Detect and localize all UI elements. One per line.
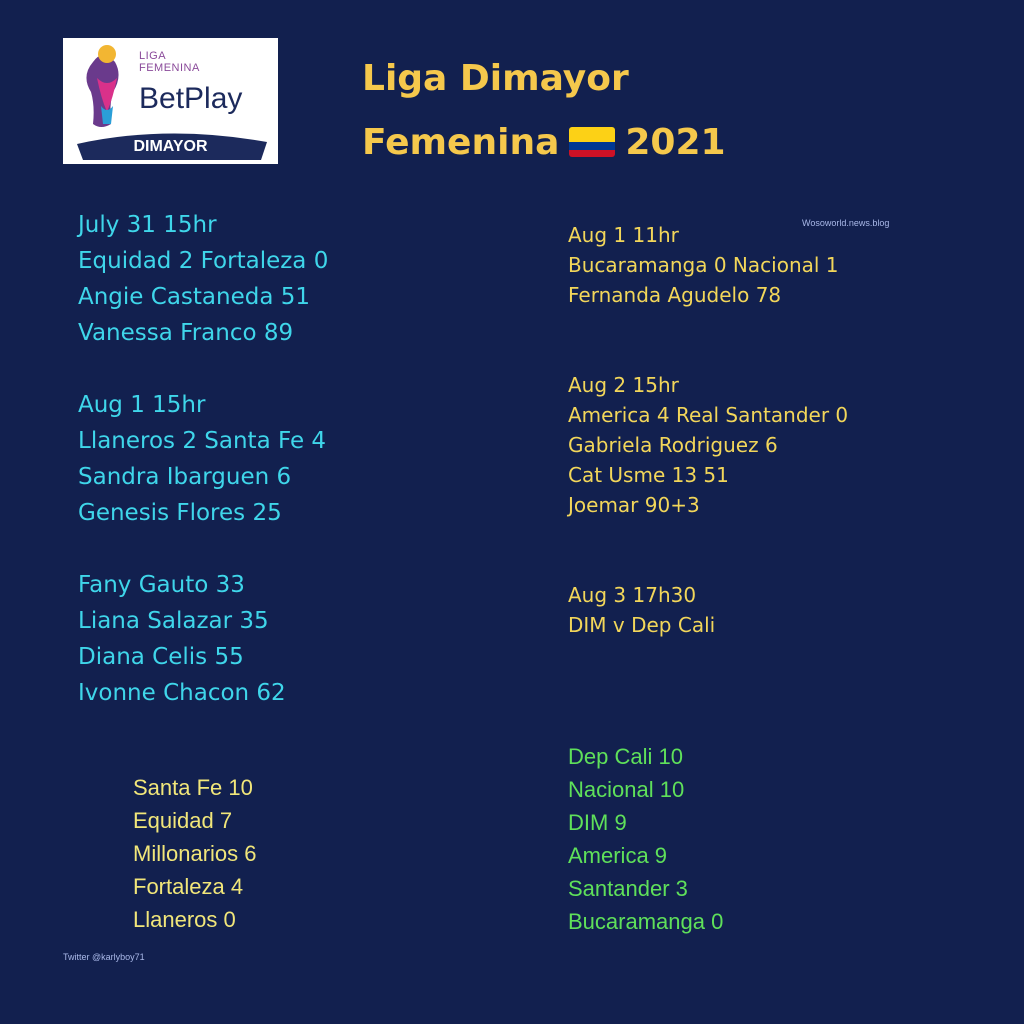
twitter-credit: Twitter @karlyboy71 <box>63 952 145 962</box>
title-year: 2021 <box>625 122 726 163</box>
standings-row: Nacional 10 <box>568 777 685 802</box>
standings-row: DIM 9 <box>568 810 627 835</box>
match-result: Equidad 2 Fortaleza 0 <box>78 248 329 274</box>
logo-org-text: DIMAYOR <box>133 138 208 155</box>
match-date: Aug 1 11hr <box>568 223 679 247</box>
goal-scorer: Liana Salazar 35 <box>78 608 269 634</box>
match-result: Llaneros 2 Santa Fe 4 <box>78 428 327 454</box>
logo-league-text: LIGA FEMENINA <box>139 50 200 74</box>
goal-scorer: Cat Usme 13 51 <box>568 463 729 487</box>
standings-row: America 9 <box>568 843 668 868</box>
standings-row: Dep Cali 10 <box>568 744 683 769</box>
league-logo <box>63 38 278 164</box>
goal-scorer: Ivonne Chacon 62 <box>78 680 286 706</box>
match-result: DIM v Dep Cali <box>568 613 716 637</box>
goal-scorer: Fany Gauto 33 <box>78 572 245 598</box>
goal-scorer: Vanessa Franco 89 <box>78 320 294 346</box>
standings-row: Fortaleza 4 <box>133 874 244 899</box>
goal-scorer: Joemar 90+3 <box>568 493 700 517</box>
watermark: Wosoworld.news.blog <box>802 218 890 228</box>
standings-row: Santa Fe 10 <box>133 775 253 800</box>
goal-scorer: Angie Castaneda 51 <box>78 284 311 310</box>
goal-scorer: Gabriela Rodriguez 6 <box>568 433 778 457</box>
match-date: Aug 2 15hr <box>568 373 679 397</box>
goal-scorer: Sandra Ibarguen 6 <box>78 464 292 490</box>
match-date: Aug 1 15hr <box>78 392 206 418</box>
colombia-flag-icon <box>569 127 615 157</box>
title-femenina: Femenina <box>362 122 560 163</box>
match-result: America 4 Real Santander 0 <box>568 403 849 427</box>
match-result: Bucaramanga 0 Nacional 1 <box>568 253 839 277</box>
standings-row: Llaneros 0 <box>133 907 236 932</box>
logo-brand-text: BetPlay <box>139 82 243 115</box>
page-title-line2 <box>362 122 726 163</box>
standings-row: Millonarios 6 <box>133 841 257 866</box>
standings-row: Santander 3 <box>568 876 688 901</box>
match-date: July 31 15hr <box>78 212 217 238</box>
standings-row: Equidad 7 <box>133 808 233 833</box>
goal-scorer: Genesis Flores 25 <box>78 500 282 526</box>
standings-row: Bucaramanga 0 <box>568 909 724 934</box>
goal-scorer: Diana Celis 55 <box>78 644 244 670</box>
page-title-line1: Liga Dimayor <box>362 58 629 99</box>
match-date: Aug 3 17h30 <box>568 583 697 607</box>
goal-scorer: Fernanda Agudelo 78 <box>568 283 782 307</box>
